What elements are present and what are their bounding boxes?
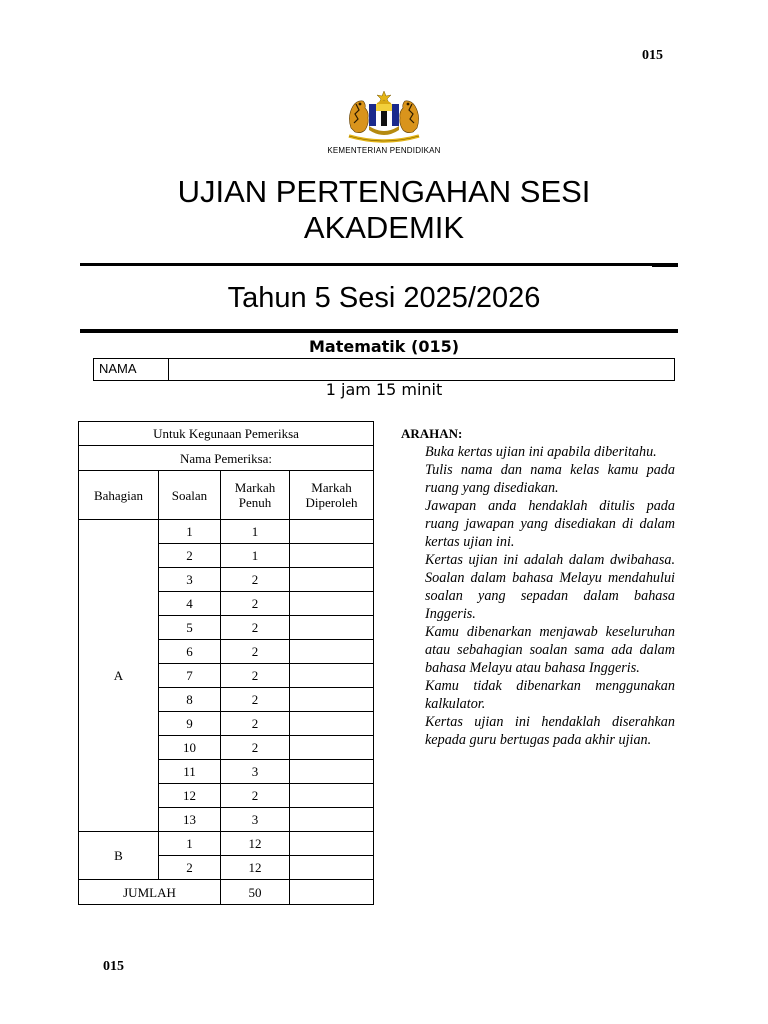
divider-top xyxy=(80,263,678,266)
exam-duration: 1 jam 15 minit xyxy=(325,380,443,399)
full-marks-cell: 2 xyxy=(221,688,290,712)
question-cell: 6 xyxy=(159,640,221,664)
header-marks-obtained: Markah Diperoleh xyxy=(290,471,374,520)
question-cell: 8 xyxy=(159,688,221,712)
paper-code-top: 015 xyxy=(642,48,663,63)
table-row xyxy=(79,832,374,856)
full-marks-cell: 2 xyxy=(221,736,290,760)
marks-obtained-cell[interactable] xyxy=(290,520,374,544)
marks-obtained-cell[interactable] xyxy=(290,712,374,736)
marks-obtained-cell[interactable] xyxy=(290,736,374,760)
full-marks-cell: 2 xyxy=(221,616,290,640)
total-label: JUMLAH xyxy=(79,880,221,905)
question-cell: 1 xyxy=(159,520,221,544)
year-session: Tahun 5 Sesi 2025/2026 xyxy=(227,282,541,314)
instruction-item: Tulis nama dan nama kelas kamu pada ruang yang disediakan. xyxy=(425,462,675,496)
header-question: Soalan xyxy=(159,471,221,520)
question-cell: 13 xyxy=(159,808,221,832)
instruction-item: Kamu dibenarkan menjawab keseluruhan atau sebahagian soalan sama ada dalam bahasa Melayu atau bahasa Inggeris. xyxy=(425,624,675,676)
full-marks-cell: 2 xyxy=(221,568,290,592)
table-title-row xyxy=(79,422,374,446)
full-marks-cell: 12 xyxy=(221,856,290,880)
marks-obtained-cell[interactable] xyxy=(290,640,374,664)
total-row xyxy=(79,880,374,905)
full-marks-cell: 3 xyxy=(221,808,290,832)
full-marks-cell: 2 xyxy=(221,592,290,616)
full-marks-cell: 2 xyxy=(221,640,290,664)
table-row xyxy=(79,520,374,544)
header-full-marks: Markah Penuh xyxy=(221,471,290,520)
marks-obtained-cell[interactable] xyxy=(290,592,374,616)
marks-obtained-cell[interactable] xyxy=(290,856,374,880)
exam-title-line-2: AKADEMIK xyxy=(303,210,465,245)
question-cell: 4 xyxy=(159,592,221,616)
question-cell: 10 xyxy=(159,736,221,760)
ministry-name: KEMENTERIAN PENDIDIKAN xyxy=(327,146,441,155)
instruction-item: Kamu tidak dibenarkan menggunakan kalkulator. xyxy=(425,678,675,712)
question-cell: 9 xyxy=(159,712,221,736)
exam-title-line-1: UJIAN PERTENGAHAN SESI xyxy=(177,174,591,209)
full-marks-cell: 3 xyxy=(221,760,290,784)
section-cell: B xyxy=(79,832,159,880)
marks-obtained-cell[interactable] xyxy=(290,616,374,640)
name-field[interactable] xyxy=(93,358,675,381)
marks-obtained-cell[interactable] xyxy=(290,568,374,592)
instructions-heading: ARAHAN: xyxy=(401,426,463,441)
marks-obtained-cell[interactable] xyxy=(290,664,374,688)
full-marks-cell: 1 xyxy=(221,520,290,544)
marks-obtained-cell[interactable] xyxy=(290,760,374,784)
total-full-marks: 50 xyxy=(221,880,290,905)
question-cell: 12 xyxy=(159,784,221,808)
examiner-table xyxy=(78,421,374,905)
examiner-name-label: Nama Pemeriksa: xyxy=(79,446,374,471)
question-cell: 3 xyxy=(159,568,221,592)
exam-title xyxy=(80,174,688,246)
instruction-item: Kertas ujian ini hendaklah diserahkan kepada guru bertugas pada akhir ujian. xyxy=(425,714,675,748)
name-field-label: NAMA xyxy=(94,359,169,380)
full-marks-cell: 1 xyxy=(221,544,290,568)
instruction-item: Buka kertas ujian ini apabila diberitahu. xyxy=(425,444,657,460)
table-header-row xyxy=(79,471,374,520)
divider-top-accent xyxy=(652,263,678,267)
instruction-item: Kertas ujian ini adalah dalam dwibahasa. Soalan dalam bahasa Melayu mendahului soalan yang sepadan dalam bahasa Inggeris. xyxy=(425,552,675,622)
question-cell: 1 xyxy=(159,832,221,856)
question-cell: 7 xyxy=(159,664,221,688)
table-title: Untuk Kegunaan Pemeriksa xyxy=(79,422,374,446)
paper-code-bottom: 015 xyxy=(103,959,124,974)
question-cell: 5 xyxy=(159,616,221,640)
full-marks-cell: 12 xyxy=(221,832,290,856)
instructions-panel xyxy=(401,425,675,749)
full-marks-cell: 2 xyxy=(221,712,290,736)
examiner-name-row xyxy=(79,446,374,471)
name-field-value[interactable] xyxy=(169,359,674,380)
header-section: Bahagian xyxy=(79,471,159,520)
marks-obtained-cell[interactable] xyxy=(290,832,374,856)
total-marks-obtained[interactable] xyxy=(290,880,374,905)
question-cell: 11 xyxy=(159,760,221,784)
marks-obtained-cell[interactable] xyxy=(290,784,374,808)
marks-obtained-cell[interactable] xyxy=(290,544,374,568)
instructions-list xyxy=(401,443,675,749)
question-cell: 2 xyxy=(159,856,221,880)
full-marks-cell: 2 xyxy=(221,784,290,808)
question-cell: 2 xyxy=(159,544,221,568)
full-marks-cell: 2 xyxy=(221,664,290,688)
marks-obtained-cell[interactable] xyxy=(290,688,374,712)
marks-obtained-cell[interactable] xyxy=(290,808,374,832)
instruction-item: Jawapan anda hendaklah ditulis pada ruang jawapan yang disediakan di dalam kertas ujian ini. xyxy=(425,498,675,550)
divider-bottom xyxy=(80,329,678,333)
malaysia-crest-emblem xyxy=(343,88,425,144)
subject-title: Matematik (015) xyxy=(308,337,460,356)
section-cell: A xyxy=(79,520,159,832)
